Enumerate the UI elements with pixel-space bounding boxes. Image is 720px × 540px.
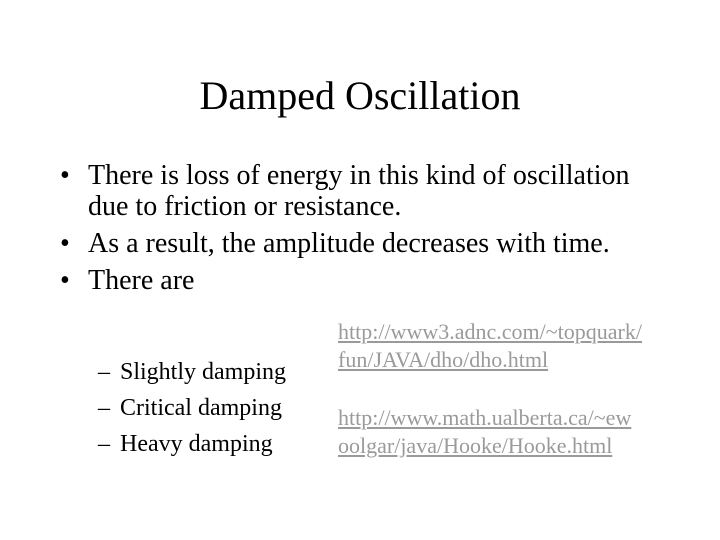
dash-marker: –	[98, 395, 110, 421]
link-line: http://www3.adnc.com/~topquark/	[338, 319, 642, 344]
dash-marker: –	[98, 359, 110, 385]
sub-item-slightly-damping	[98, 354, 318, 390]
bullet-marker: •	[60, 265, 70, 296]
sub-item-text: Critical damping	[120, 395, 282, 421]
link-line: http://www.math.ualberta.ca/~ew	[338, 405, 632, 430]
sub-item-text: Heavy damping	[120, 431, 273, 457]
topquark-applet-link[interactable]	[338, 318, 642, 374]
bullet-text: As a result, the amplitude decreases with time.	[88, 228, 610, 259]
bullet-item	[60, 160, 660, 222]
hooke-applet-link[interactable]	[338, 404, 631, 460]
link-line: fun/JAVA/dho/dho.html	[338, 347, 549, 372]
sub-item-heavy-damping	[98, 426, 318, 462]
sub-item-text: Slightly damping	[120, 359, 287, 385]
sub-item-critical-damping	[98, 390, 318, 426]
slide-title: Damped Oscillation	[199, 73, 521, 118]
bullet-marker: •	[60, 228, 70, 259]
dash-marker: –	[98, 431, 110, 457]
bullet-text: There is loss of energy in this kind of oscillation due to friction or resistance.	[88, 160, 630, 222]
bullet-marker: •	[60, 160, 70, 191]
link-line: oolgar/java/Hooke/Hooke.html	[338, 433, 613, 458]
damping-type-list	[98, 354, 318, 462]
bullet-list	[60, 160, 660, 302]
bullet-text: There are	[88, 265, 195, 296]
bullet-item	[60, 265, 660, 296]
bullet-item	[60, 228, 660, 259]
